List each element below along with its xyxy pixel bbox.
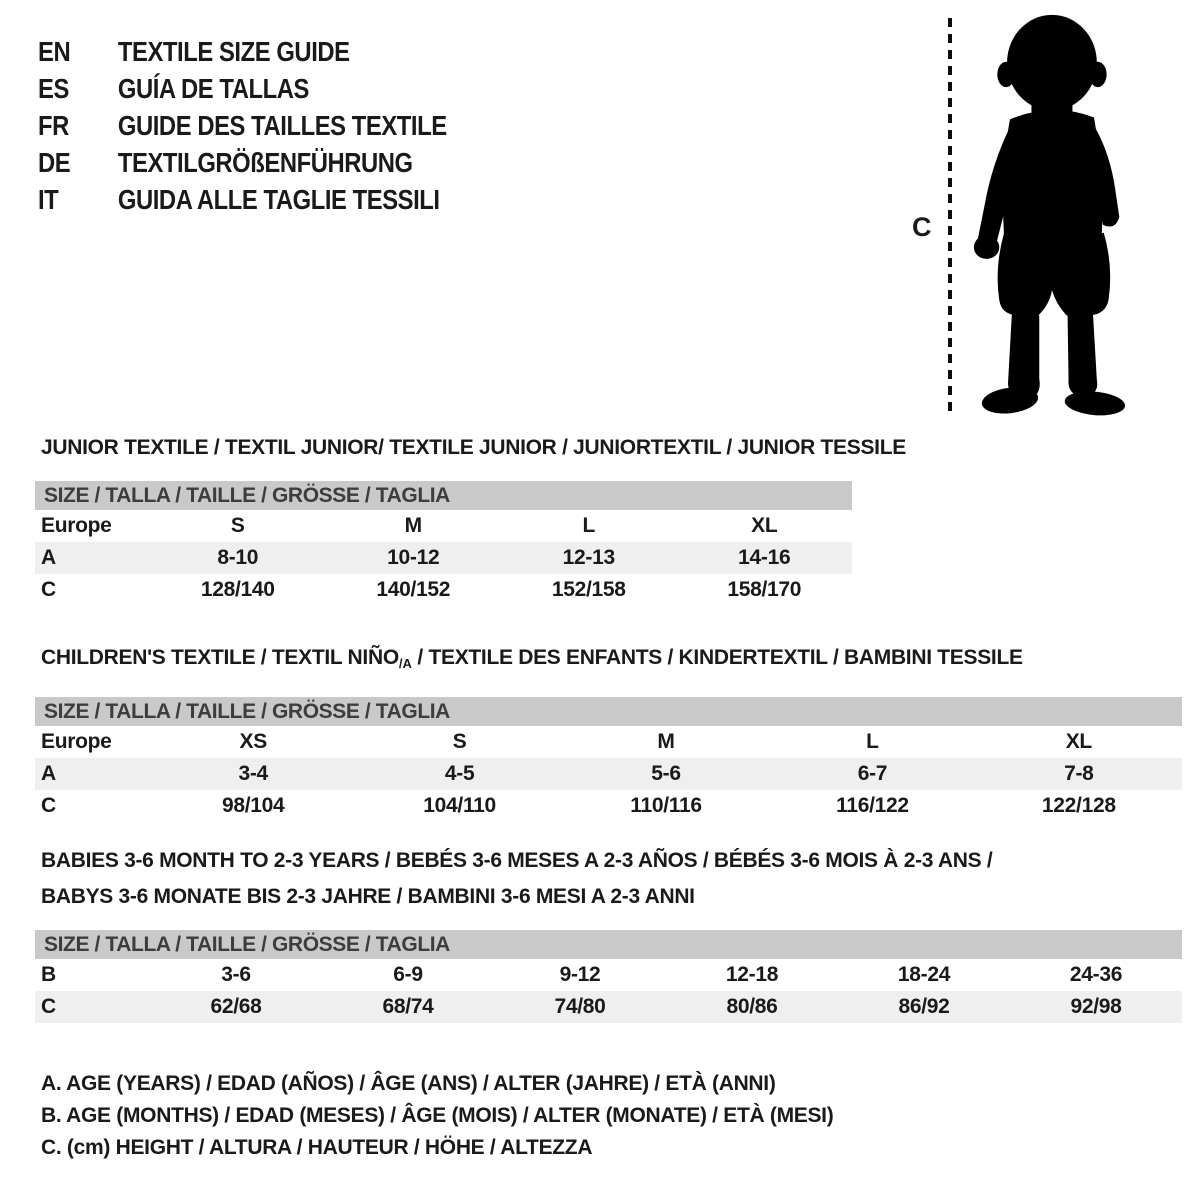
table-row [35, 790, 1182, 822]
column-header: S [230, 514, 245, 537]
column-header: XS [239, 730, 267, 753]
column-header: S [452, 730, 467, 753]
section-title [35, 430, 906, 466]
language-code: EN [38, 35, 71, 67]
section-title-line [41, 430, 906, 466]
section-title-text: /A [398, 656, 412, 671]
section-title [35, 640, 1182, 682]
language-code: FR [38, 109, 69, 141]
column-header: XL [751, 514, 778, 537]
row-label-header: Europe [41, 730, 112, 753]
table-cell: 62/68 [210, 995, 262, 1018]
language-row [38, 144, 447, 181]
legend-line: C. (cm) HEIGHT / ALTURA / HAUTEUR / HÖHE / ALTEZZA [41, 1136, 593, 1159]
table-cell: 4-5 [444, 762, 475, 785]
table-cell: 24-36 [1069, 963, 1123, 986]
table-row [35, 574, 852, 606]
table-cell: 86/92 [898, 995, 950, 1018]
legend-line: B. AGE (MONTHS) / EDAD (MESES) / ÂGE (MOIS) / ALTER (MONATE) / ETÀ (MESI) [41, 1104, 834, 1127]
table-cell: 9-12 [559, 963, 601, 986]
size-header-bar: SIZE / TALLA / TAILLE / GRÖSSE / TAGLIA [35, 697, 1182, 726]
table-cell: 128/140 [200, 578, 275, 601]
language-title: GUIDE DES TAILLES TEXTILE [117, 109, 447, 141]
table-cell: 10-12 [387, 546, 440, 569]
columns-header-row [35, 510, 852, 542]
table-cell: 104/110 [423, 794, 496, 817]
toddler-silhouette-icon [957, 10, 1143, 420]
language-title: TEXTILGRÖßENFÜHRUNG [117, 146, 413, 178]
section-title-line [41, 879, 1182, 915]
language-title: GUÍA DE TALLAS [117, 72, 309, 104]
language-row [38, 70, 447, 107]
column-header: L [582, 514, 596, 537]
measurement-legend [41, 1068, 833, 1164]
column-header: XL [1065, 730, 1092, 753]
table-cell: 5-6 [651, 762, 681, 785]
table-row [35, 542, 852, 574]
table-cell: 158/170 [727, 578, 802, 601]
row-label: A [41, 762, 56, 785]
table-row [35, 991, 1182, 1023]
column-header: M [657, 730, 675, 753]
table-cell: 92/98 [1070, 995, 1122, 1018]
table-cell: 152/158 [551, 578, 626, 601]
table-cell: 3-4 [238, 762, 268, 785]
table-row [35, 758, 1182, 790]
table-cell: 6-9 [393, 963, 423, 986]
table-cell: 12-13 [562, 546, 615, 569]
language-code: ES [38, 72, 69, 104]
section-title [35, 843, 1182, 915]
row-label: B [41, 963, 56, 986]
row-label: C [41, 794, 56, 817]
section-babies [35, 843, 1182, 1023]
table-cell: 140/152 [376, 578, 451, 601]
language-row [38, 33, 447, 70]
column-header: L [866, 730, 879, 753]
column-header: M [404, 514, 422, 537]
table-row [35, 959, 1182, 991]
row-label: C [41, 578, 56, 601]
table-cell: 98/104 [221, 794, 285, 817]
section-title-line [41, 640, 1182, 682]
section-children [35, 640, 1182, 822]
section-title-text: BABIES 3-6 MONTH TO 2-3 YEARS / BEBÉS 3-6 MESES A 2-3 AÑOS / BÉBÉS 3-6 MOIS À 2-3 ANS / [41, 849, 993, 872]
language-title-list [38, 33, 519, 218]
table-cell: 74/80 [554, 995, 606, 1018]
language-title: GUIDA ALLE TAGLIE TESSILI [117, 183, 440, 215]
language-code: IT [38, 183, 59, 215]
language-row [38, 181, 447, 218]
section-title-text: / TEXTILE DES ENFANTS / KINDERTEXTIL / BAMBINI TESSILE [411, 646, 1023, 669]
row-label: C [41, 995, 56, 1018]
table-cell: 6-7 [857, 762, 888, 785]
table-cell: 7-8 [1064, 762, 1094, 785]
columns-header-row [35, 726, 1182, 758]
size-header-bar: SIZE / TALLA / TAILLE / GRÖSSE / TAGLIA [35, 481, 852, 510]
table-cell: 8-10 [217, 546, 259, 569]
table-cell: 110/116 [630, 794, 702, 817]
section-junior [35, 430, 906, 606]
table-cell: 80/86 [726, 995, 778, 1018]
table-cell: 122/128 [1041, 794, 1116, 817]
height-measure-line [948, 18, 952, 415]
height-measure-label: C [912, 212, 932, 242]
size-header-bar: SIZE / TALLA / TAILLE / GRÖSSE / TAGLIA [35, 930, 1182, 959]
table-cell: 68/74 [382, 995, 434, 1018]
table-cell: 18-24 [897, 963, 951, 986]
legend-line: A. AGE (YEARS) / EDAD (AÑOS) / ÂGE (ANS) / ALTER (JAHRE) / ETÀ (ANNI) [41, 1072, 776, 1095]
row-label-header: Europe [41, 514, 112, 537]
table-cell: 3-6 [221, 963, 251, 986]
table-cell: 14-16 [738, 546, 791, 569]
section-title-text: BABYS 3-6 MONATE BIS 2-3 JAHRE / BAMBINI 3-6 MESI A 2-3 ANNI [41, 885, 695, 908]
language-title: TEXTILE SIZE GUIDE [117, 35, 350, 67]
section-title-text: CHILDREN'S TEXTILE / TEXTIL NIÑO [41, 646, 399, 669]
language-code: DE [38, 146, 71, 178]
table-cell: 116/122 [836, 794, 909, 817]
section-title-line [41, 843, 1182, 879]
table-cell: 12-18 [725, 963, 779, 986]
language-row [38, 107, 447, 144]
section-title-text: JUNIOR TEXTILE / TEXTIL JUNIOR/ TEXTILE JUNIOR / JUNIORTEXTIL / JUNIOR TESSILE [41, 436, 906, 459]
row-label: A [41, 546, 56, 569]
